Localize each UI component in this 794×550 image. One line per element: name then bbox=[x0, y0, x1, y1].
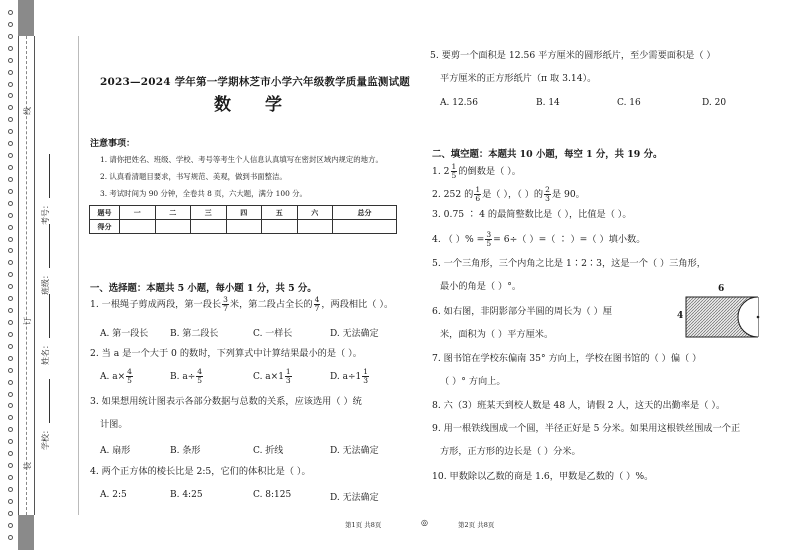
s2-question-3: 3. 0.75 ∶ 4 的最简整数比是（ ），比值是（ ）。 bbox=[432, 209, 632, 220]
exam-number-label: 考号： bbox=[41, 201, 50, 225]
binding-strip bbox=[0, 0, 85, 550]
exam-number-field[interactable] bbox=[40, 154, 51, 225]
score-input[interactable] bbox=[333, 220, 397, 234]
q-text: 米，第二段占全长的 bbox=[229, 299, 313, 310]
class-label: 班级： bbox=[41, 271, 50, 295]
score-table-score-row bbox=[90, 220, 397, 234]
s1-question-3-cont: 计图。 bbox=[100, 419, 128, 430]
s2-question-9: 9. 用一根铁线围成一个圆，半径正好是 5 分米。如果用这根铁丝围成一个正 bbox=[432, 423, 741, 434]
s2-question-2: 2. 252 的 $\frac{1}{6}$ 是（ ），（ ）的 $\frac{2}{3}$ 是 90。 bbox=[432, 185, 585, 203]
name-field[interactable] bbox=[40, 294, 51, 365]
s1-question-1 bbox=[90, 296, 393, 313]
score-input[interactable] bbox=[191, 220, 227, 234]
s2-question-1: 1. 2 $\frac{1}{5}$ 的倒数是（ ）。 bbox=[432, 162, 521, 180]
s2-question-6-cont: 米，面积为（ ）平方厘米。 bbox=[440, 329, 554, 340]
exam-subject: 数 学 bbox=[214, 95, 296, 115]
score-cell: 四 bbox=[226, 206, 262, 220]
binding-line-right bbox=[34, 36, 35, 515]
s2-question-5-cont: 最小的角是（ ）°。 bbox=[440, 281, 522, 292]
option-c[interactable]: C. 16 bbox=[617, 98, 641, 108]
class-field[interactable] bbox=[40, 224, 51, 295]
score-cell: 一 bbox=[120, 206, 156, 220]
option-a[interactable]: A. 2:5 bbox=[100, 490, 127, 500]
footer-separator-icon: ◎ bbox=[421, 518, 428, 527]
score-table bbox=[89, 205, 397, 234]
option-a[interactable]: A. 扇形 bbox=[100, 446, 131, 456]
s2-question-9-cont: 方形，正方形的边长是（ ）分米。 bbox=[440, 446, 581, 457]
s1-question-5-cont: 平方厘米的正方形纸片（π 取 3.14）。 bbox=[440, 73, 597, 84]
note-item: 3. 考试时间为 90 分钟，全卷共 8 页，六大题，满分 100 分。 bbox=[100, 189, 307, 198]
option-d[interactable]: D. 无法确定 bbox=[330, 493, 379, 503]
figure-side-label: 4 bbox=[677, 311, 684, 321]
note-item: 1. 请你把姓名、班级、学校、考号等考生个人信息认真填写在密封区域内规定的地方。 bbox=[100, 155, 383, 164]
option-c[interactable]: C. 折线 bbox=[253, 446, 284, 456]
option-b[interactable]: B. 条形 bbox=[170, 446, 201, 456]
score-input[interactable] bbox=[155, 220, 191, 234]
score-cell: 六 bbox=[297, 206, 333, 220]
option-c[interactable]: C. a×1 $\frac{1}{3}$ bbox=[253, 367, 291, 385]
fraction: $\frac{3}{7}$ bbox=[223, 295, 228, 313]
section1-heading: 一、选择题：本题共 5 小题，每小题 1 分，共 5 分。 bbox=[90, 283, 317, 294]
s1-question-4: 4. 两个正方体的棱长比是 2:5，它们的体积比是（ ）。 bbox=[90, 466, 311, 477]
figure-top-label: 6 bbox=[718, 284, 725, 294]
s2-question-7: 7. 图书馆在学校东偏南 35° 方向上，学校在图书馆的（ ）偏（ ） bbox=[432, 353, 702, 364]
rectangle-semicircle-figure bbox=[676, 285, 776, 345]
score-input[interactable] bbox=[120, 220, 156, 234]
notes-heading: 注意事项： bbox=[90, 139, 136, 149]
option-a[interactable]: A. 12.56 bbox=[440, 98, 478, 108]
option-d[interactable]: D. 无法确定 bbox=[330, 329, 379, 339]
q-text: ，两段相比（ ）。 bbox=[321, 299, 394, 310]
exam-title: 2023—2024 学年第一学期林芝市小学六年级教学质量监测试题 bbox=[100, 76, 411, 88]
school-field[interactable] bbox=[40, 379, 51, 450]
q-text: 1. 一根绳子剪成两段，第一段长 bbox=[90, 299, 222, 310]
option-b[interactable]: B. a÷ $\frac{4}{5}$ bbox=[170, 367, 203, 385]
s2-question-7-cont: （ ）° 方向上。 bbox=[440, 376, 506, 387]
binding-edge-line bbox=[78, 36, 79, 515]
s1-question-2: 2. 当 a 是一个大于 0 的数时，下列算式中计算结果最小的是（ ）。 bbox=[90, 348, 362, 359]
page-number-left: 第1页 共8页 bbox=[345, 521, 382, 529]
s2-question-5: 5. 一个三角形，三个内角之比是 1∶2∶3，这是一个（ ）三角形， bbox=[432, 258, 706, 269]
score-input[interactable] bbox=[262, 220, 298, 234]
s2-question-10: 10. 甲数除以乙数的商是 1.6，甲数是乙数的（ ）%。 bbox=[432, 471, 654, 482]
score-cell: 题号 bbox=[90, 206, 120, 220]
option-a[interactable]: A. a× $\frac{4}{5}$ bbox=[100, 367, 132, 385]
option-d[interactable]: D. 20 bbox=[702, 98, 727, 108]
name-label: 姓名： bbox=[41, 341, 50, 365]
s1-question-5: 5. 要剪一个面积是 12.56 平方厘米的圆形纸片，至少需要面积是（ ） bbox=[430, 50, 716, 61]
score-table-header-row bbox=[90, 206, 397, 220]
option-b[interactable]: B. 14 bbox=[536, 98, 560, 108]
s1-question-3: 3. 如果想用统计图表示各部分数据与总数的关系，应该选用（ ）统 bbox=[90, 396, 362, 407]
score-input[interactable] bbox=[297, 220, 333, 234]
option-c[interactable]: C. 8:125 bbox=[253, 490, 292, 500]
score-cell: 五 bbox=[262, 206, 298, 220]
binding-line-left bbox=[18, 36, 19, 515]
section2-heading: 二、填空题：本题共 10 小题，每空 1 分，共 19 分。 bbox=[432, 149, 663, 160]
score-cell: 三 bbox=[191, 206, 227, 220]
binding-holes bbox=[5, 10, 15, 540]
score-cell: 得分 bbox=[90, 220, 120, 234]
binding-gray-top bbox=[18, 0, 34, 36]
binding-word-xian: 线 bbox=[23, 107, 32, 115]
fraction: $\frac{4}{7}$ bbox=[314, 295, 320, 313]
option-b[interactable]: B. 第二段长 bbox=[170, 329, 219, 339]
s2-question-4: 4. （ ）% = $\frac{3}{5}$ = 6÷（ ）=（ ∶ ）=（ ）填小数。 bbox=[432, 230, 646, 248]
note-item: 2. 认真看清题目要求，书写规范、美观，做到书面整洁。 bbox=[100, 172, 287, 181]
score-input[interactable] bbox=[226, 220, 262, 234]
binding-gray-bottom bbox=[18, 515, 34, 550]
s2-question-6: 6. 如右图，非阴影部分半圆的周长为（ ）厘 bbox=[432, 306, 612, 317]
school-label: 学校： bbox=[41, 426, 50, 450]
option-c[interactable]: C. 一样长 bbox=[253, 329, 293, 339]
option-d[interactable]: D. a÷1 $\frac{1}{3}$ bbox=[330, 367, 369, 385]
page-number-right: 第2页 共8页 bbox=[458, 521, 495, 529]
binding-word-ding: 订 bbox=[23, 317, 32, 325]
binding-word-zhuang: 装 bbox=[23, 462, 32, 470]
option-a[interactable]: A. 第一段长 bbox=[100, 329, 149, 339]
option-d[interactable]: D. 无法确定 bbox=[330, 446, 379, 456]
option-b[interactable]: B. 4:25 bbox=[170, 490, 203, 500]
score-cell: 总分 bbox=[333, 206, 397, 220]
score-cell: 二 bbox=[155, 206, 191, 220]
s2-question-8: 8. 六（3）班某天到校人数是 48 人，请假 2 人，这天的出勤率是（ ）。 bbox=[432, 400, 726, 411]
